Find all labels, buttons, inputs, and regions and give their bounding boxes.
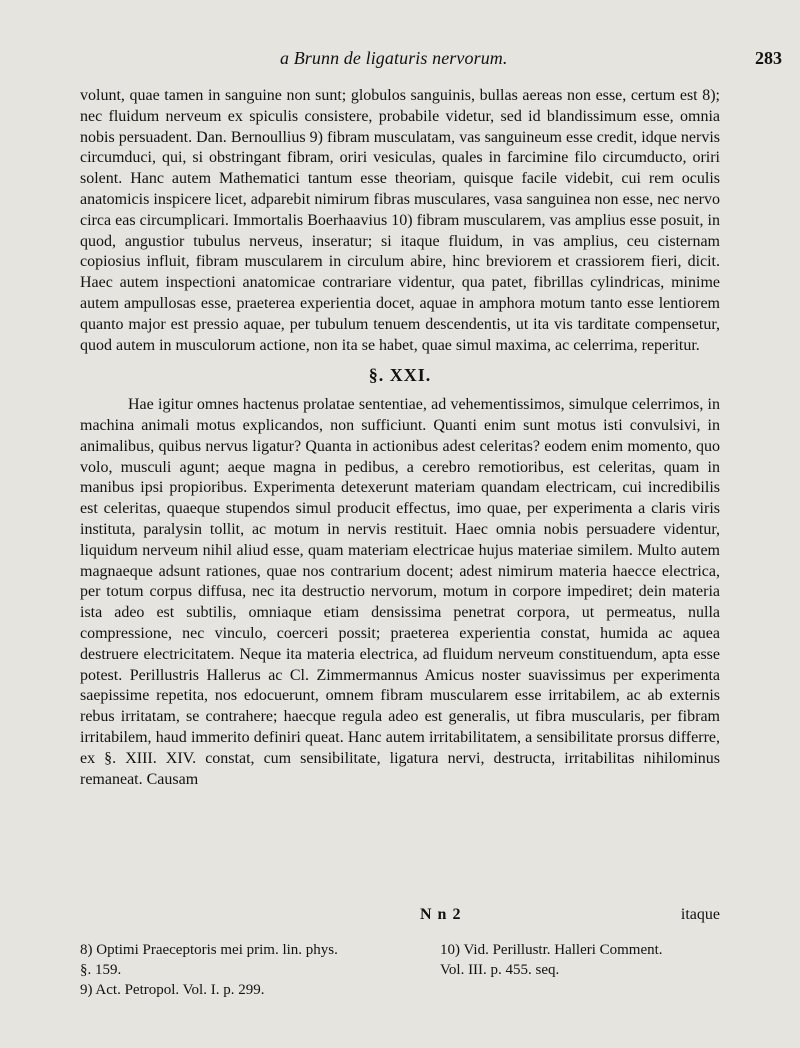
running-head: a Brunn de ligaturis nervorum. <box>280 48 508 68</box>
gathering-signature: N n 2 <box>420 906 462 923</box>
section-title: §. XXI. <box>368 365 432 386</box>
footnote-9: 9) Act. Petropol. Vol. I. p. 299. <box>80 982 265 998</box>
signature-row <box>80 906 720 930</box>
footnote-8-line-2: §. 159. <box>80 962 122 978</box>
footnote-10-line-2: Vol. III. p. 455. seq. <box>440 962 560 978</box>
paragraph-1: volunt, quae tamen in sanguine non sunt; globulos sanguinis, bullas aereas non esse, certum est 8); nec fluidum nerveum ex spiculis consistere, probabile videtur, sed id blandissimum esse, omnia nobis persuadent. Dan. Bernoullius 9) fibram musculatam, vas sanguineum esse credit, idque nervis circumduci, qui, si obstringant fibram, oriri vesiculas, quales in farcimine filo circumducto, oriri solent. Hanc autem Mathematici tantum esse theoriam, quisque facile videbit, cui rem oculis anatomicis inspicere licet, adparebit nimirum fibras musculares, vasa sanguinea non esse, nec nervo circa eas circumplicari. Immortalis Boerhaavius 10) fibram muscularem, vas amplius esse posuit, in quod, angustior tubulus nerveus, inseratur; si itaque fluidum, in vas amplius, ceu cisternam copiosius influit, fibram muscularem in circulum abire, hinc breviorem et crassiorem fieri, dicit. Haec autem inspectioni anatomicae contrariare videntur, qua patet, fibrillas cylindricas, minime autem ampullosas esse, praeterea experientia docet, aquae in amphora motum tanto esse lentiorem quanto major est pressio aquae, per tubulum tenuem descendentis, ut ita vis tarditate compensetur, quod autem in musculorum actione, non ita se habet, quae simul maxima, ac celerrima, reperitur. <box>80 87 720 354</box>
footnote-column-left <box>80 940 410 1000</box>
footnotes <box>80 940 720 1004</box>
footnote-column-right <box>440 940 720 980</box>
footnote-divider <box>80 936 720 937</box>
catchword: itaque <box>680 906 720 923</box>
paragraph-2: Hae igitur omnes hactenus prolatae sententiae, ad vehementissimos, simulque celerrimos, in machina animali motus explicandos, non sufficiunt. Quanti enim sunt motus isti convulsivi, in animalibus, quibus nervus ligatur? Quanta in actionibus adest celeritas? eodem enim momento, quo volo, musculi agunt; aeque magna in pedibus, a cerebro remotioribus, est celeritas, quam in manibus ipsi propioribus. Experimenta detexerunt materiam quandam electricam, cui incredibilis est celeritas, quaeque stupendos simul producit effectus, imo quae, per experimenta a claris viris instituta, paralysin tollit, ac motum in nervis restituit. Haec omnia nobis persuadere videntur, liquidum nerveum nihil aliud esse, quam materiam electricae hujus materiae similem. Multo autem magnaeque adsunt rationes, quae nos contrarium docent; adest nimirum materia haecce electrica, per totum corpus diffusa, nec ita destructio nervorum, motum in corpore impediret; dein materia ista adeo est subtilis, omniaque etiam densissima penetrat corpora, ut permeatus, nulla compressione, nec vinculo, coerceri possit; praeterea experientia constat, humida ac aquea destruere electricitatem. Neque ita materia electrica, ad fluidum nerveum constituendum, apta esse potest. Perillustris Hallerus ac Cl. Zimmermannus Amicus noster suavissimus per experimenta saepissime repetita, nos edocuerunt, omnem fibram muscularem esse irritabilem, ac ab externis rebus irritatam, se contrahere; haecque regula adeo est generalis, ut fibra muscularis, per fibram irritabilem, haud immerito definiri queat. Hanc autem irritabilitatem, a sensibilitate prorsus differre, ex §. XIII. XIV. constat, cum sensibilitate, ligatura nervi, destructa, irritabilitas nihilominus remaneat. Causam <box>80 396 720 788</box>
page-header <box>0 48 800 76</box>
footnote-10-line-1: 10) Vid. Perillustr. Halleri Comment. <box>440 942 663 958</box>
page-number: 283 <box>755 48 782 68</box>
main-text-block <box>80 86 720 790</box>
footnote-8-line-1: 8) Optimi Praeceptoris mei prim. lin. phys. <box>80 942 338 958</box>
